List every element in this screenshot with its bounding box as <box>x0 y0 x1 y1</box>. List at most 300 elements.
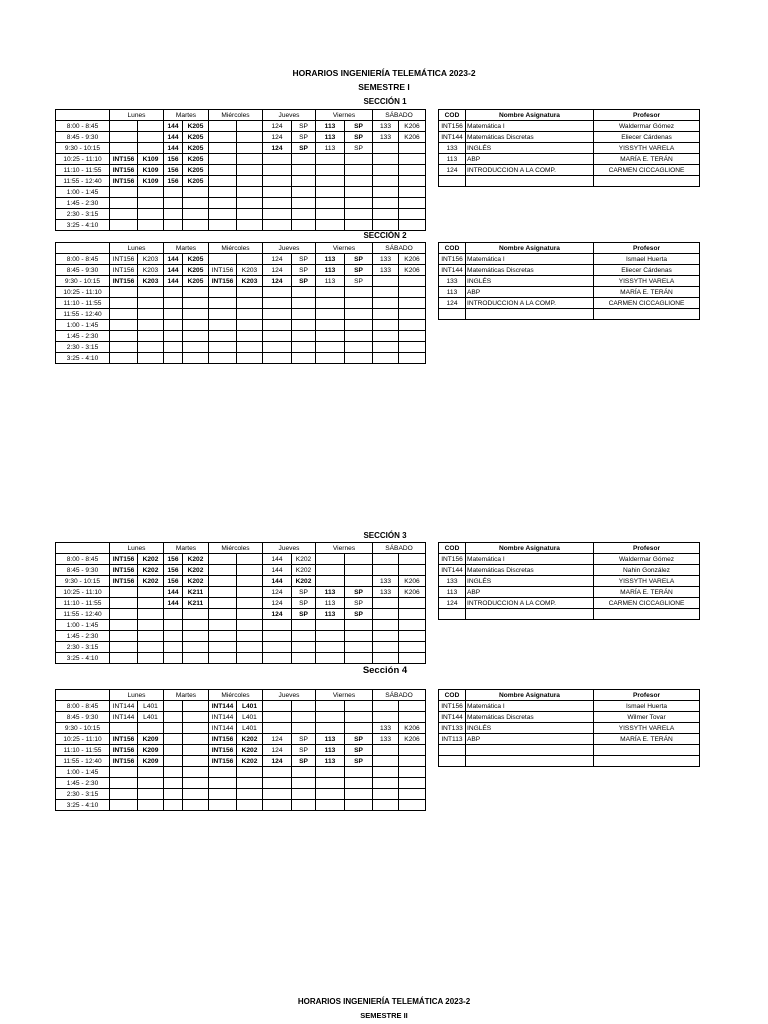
room-cell <box>138 598 164 609</box>
room-cell: SP <box>345 276 373 287</box>
course-code-cell <box>263 198 292 209</box>
course-code-cell <box>263 342 292 353</box>
room-cell <box>138 767 164 778</box>
room-cell <box>399 778 426 789</box>
course-code-cell <box>209 154 237 165</box>
footer-title: HORARIOS INGENIERÍA TELEMÁTICA 2023-2 <box>297 997 471 1006</box>
course-code-cell: 124 <box>263 254 292 265</box>
cod-header: COD <box>439 543 466 554</box>
course-code-cell <box>373 756 399 767</box>
course-table <box>438 109 700 187</box>
time-slot: 1:00 - 1:45 <box>56 320 110 331</box>
room-cell <box>292 331 316 342</box>
time-slot: 9:30 - 10:15 <box>56 576 110 587</box>
time-header <box>56 110 110 121</box>
room-cell <box>183 767 209 778</box>
room-cell <box>292 187 316 198</box>
course-code-cell <box>110 132 138 143</box>
room-cell <box>399 220 426 231</box>
course-code-cell: INT156 <box>110 734 138 745</box>
course-code-cell <box>316 287 345 298</box>
course-name <box>466 176 594 187</box>
room-cell <box>399 745 426 756</box>
schedule-header-row <box>56 110 426 121</box>
course-code-cell <box>373 143 399 154</box>
course-code-cell: 113 <box>316 609 345 620</box>
table-row <box>56 331 426 342</box>
course-code-cell <box>164 756 183 767</box>
course-code-cell <box>263 287 292 298</box>
course-code-cell <box>164 723 183 734</box>
room-cell <box>138 342 164 353</box>
room-cell: K205 <box>183 121 209 132</box>
day-header: SÁBADO <box>373 110 426 121</box>
course-code-cell <box>316 800 345 811</box>
footer-subtitle: SEMESTRE II <box>360 1011 408 1020</box>
room-cell <box>237 309 263 320</box>
day-header: Viernes <box>316 243 373 254</box>
course-name: INGLÉS <box>466 143 594 154</box>
course-code-cell: 113 <box>316 276 345 287</box>
time-slot: 10:25 - 11:10 <box>56 587 110 598</box>
course-professor <box>594 309 700 320</box>
room-cell <box>138 298 164 309</box>
course-professor: MARÍA E. TERÁN <box>594 587 700 598</box>
room-cell: SP <box>345 756 373 767</box>
course-code-cell: 144 <box>164 276 183 287</box>
course-code-cell <box>164 642 183 653</box>
course-code-cell <box>373 342 399 353</box>
course-code-cell: INT156 <box>209 276 237 287</box>
room-cell <box>138 309 164 320</box>
room-cell <box>138 653 164 664</box>
course-code-cell <box>209 653 237 664</box>
course-code-cell: 124 <box>263 143 292 154</box>
course-code-cell <box>373 598 399 609</box>
room-cell <box>399 756 426 767</box>
room-cell <box>237 576 263 587</box>
room-cell <box>183 800 209 811</box>
course-code-cell <box>164 287 183 298</box>
room-cell <box>399 187 426 198</box>
course-code-cell <box>209 287 237 298</box>
time-slot: 1:00 - 1:45 <box>56 187 110 198</box>
room-cell <box>399 598 426 609</box>
course-code-cell: 113 <box>316 254 345 265</box>
course-code-cell <box>164 712 183 723</box>
course-code-cell <box>373 320 399 331</box>
room-cell <box>138 620 164 631</box>
course-code-cell <box>263 187 292 198</box>
time-slot: 11:10 - 11:55 <box>56 745 110 756</box>
course-code-cell <box>373 176 399 187</box>
course-professor: Nahin González <box>594 565 700 576</box>
room-cell <box>237 598 263 609</box>
course-code-cell: 124 <box>263 276 292 287</box>
room-cell <box>292 342 316 353</box>
course-code-cell <box>373 565 399 576</box>
course-code-cell: 133 <box>373 576 399 587</box>
room-cell <box>237 767 263 778</box>
course-code-cell <box>110 320 138 331</box>
day-header: Viernes <box>316 690 373 701</box>
time-slot: 2:30 - 3:15 <box>56 342 110 353</box>
course-name: Matemáticas Discretas <box>466 565 594 576</box>
day-header: Martes <box>164 110 209 121</box>
course-code-cell: 156 <box>164 565 183 576</box>
table-row <box>56 745 426 756</box>
course-row <box>439 298 700 309</box>
table-row <box>56 778 426 789</box>
profesor-header: Profesor <box>594 690 700 701</box>
course-row <box>439 598 700 609</box>
course-name: Matemáticas Discretas <box>466 132 594 143</box>
room-cell: K206 <box>399 576 426 587</box>
course-code-cell: 124 <box>263 265 292 276</box>
room-cell: K203 <box>237 265 263 276</box>
course-code-cell: INT144 <box>110 701 138 712</box>
course-code-cell: 144 <box>164 265 183 276</box>
table-row <box>56 165 426 176</box>
course-code-cell <box>373 800 399 811</box>
time-slot: 8:45 - 9:30 <box>56 265 110 276</box>
course-cod: INT144 <box>439 132 466 143</box>
course-code-cell <box>373 298 399 309</box>
time-slot: 11:55 - 12:40 <box>56 176 110 187</box>
schedule-header-row <box>56 243 426 254</box>
course-code-cell <box>110 187 138 198</box>
course-code-cell: INT156 <box>110 565 138 576</box>
room-cell: SP <box>345 143 373 154</box>
course-code-cell: 133 <box>373 132 399 143</box>
course-code-cell <box>316 220 345 231</box>
room-cell <box>237 353 263 364</box>
course-code-cell <box>110 789 138 800</box>
room-cell <box>138 800 164 811</box>
table-row <box>56 576 426 587</box>
time-slot: 2:30 - 3:15 <box>56 642 110 653</box>
room-cell <box>138 132 164 143</box>
room-cell: K202 <box>292 565 316 576</box>
course-code-cell <box>110 353 138 364</box>
time-slot: 8:45 - 9:30 <box>56 132 110 143</box>
course-code-cell <box>164 309 183 320</box>
room-cell <box>345 778 373 789</box>
room-cell <box>292 800 316 811</box>
course-code-cell <box>316 712 345 723</box>
course-code-cell: 156 <box>164 554 183 565</box>
course-header-row <box>439 543 700 554</box>
room-cell <box>237 789 263 800</box>
course-code-cell: 124 <box>263 745 292 756</box>
course-row <box>439 276 700 287</box>
time-slot: 1:45 - 2:30 <box>56 778 110 789</box>
course-code-cell <box>373 187 399 198</box>
room-cell <box>345 642 373 653</box>
room-cell <box>292 198 316 209</box>
course-code-cell: 113 <box>316 587 345 598</box>
course-code-cell <box>373 220 399 231</box>
room-cell <box>399 620 426 631</box>
course-code-cell <box>263 767 292 778</box>
day-header: SÁBADO <box>373 243 426 254</box>
course-row <box>439 143 700 154</box>
course-code-cell <box>110 143 138 154</box>
course-code-cell <box>110 287 138 298</box>
room-cell: SP <box>345 587 373 598</box>
course-code-cell: 133 <box>373 121 399 132</box>
asignatura-header: Nombre Asignatura <box>466 110 594 121</box>
course-code-cell <box>263 723 292 734</box>
course-professor: YISSYTH VARELA <box>594 276 700 287</box>
course-code-cell <box>110 342 138 353</box>
table-row <box>56 176 426 187</box>
course-code-cell: INT156 <box>209 756 237 767</box>
room-cell <box>292 320 316 331</box>
course-code-cell: 124 <box>263 587 292 598</box>
course-code-cell: 113 <box>316 745 345 756</box>
course-row <box>439 734 700 745</box>
course-header-row <box>439 110 700 121</box>
course-name <box>466 756 594 767</box>
asignatura-header: Nombre Asignatura <box>466 543 594 554</box>
room-cell <box>399 789 426 800</box>
room-cell <box>138 609 164 620</box>
room-cell <box>138 642 164 653</box>
room-cell: K203 <box>138 254 164 265</box>
time-slot: 8:45 - 9:30 <box>56 712 110 723</box>
course-professor: MARÍA E. TERÁN <box>594 154 700 165</box>
room-cell <box>138 723 164 734</box>
room-cell <box>183 745 209 756</box>
room-cell <box>399 320 426 331</box>
course-code-cell <box>373 609 399 620</box>
course-code-cell <box>316 631 345 642</box>
time-slot: 10:25 - 11:10 <box>56 734 110 745</box>
course-code-cell <box>373 620 399 631</box>
room-cell: SP <box>292 143 316 154</box>
room-cell: SP <box>292 587 316 598</box>
course-code-cell <box>209 143 237 154</box>
table-row <box>56 220 426 231</box>
course-code-cell <box>209 187 237 198</box>
course-name <box>466 745 594 756</box>
room-cell: K209 <box>138 756 164 767</box>
course-code-cell: 113 <box>316 734 345 745</box>
course-professor: Ismael Huerta <box>594 254 700 265</box>
course-code-cell <box>263 642 292 653</box>
table-row <box>56 800 426 811</box>
course-code-cell: 156 <box>164 176 183 187</box>
room-cell <box>237 121 263 132</box>
course-code-cell <box>373 209 399 220</box>
day-header: Miércoles <box>209 690 263 701</box>
room-cell <box>138 778 164 789</box>
room-cell: K202 <box>183 554 209 565</box>
section-label: Sección 4 <box>362 665 408 676</box>
room-cell <box>345 154 373 165</box>
course-name: INGLÉS <box>466 276 594 287</box>
course-cod: 113 <box>439 154 466 165</box>
course-professor: MARÍA E. TERÁN <box>594 287 700 298</box>
course-code-cell <box>110 298 138 309</box>
course-code-cell <box>164 198 183 209</box>
day-header: SÁBADO <box>373 690 426 701</box>
time-slot: 8:45 - 9:30 <box>56 565 110 576</box>
course-professor: MARÍA E. TERÁN <box>594 734 700 745</box>
room-cell <box>399 342 426 353</box>
course-code-cell <box>209 198 237 209</box>
room-cell: K203 <box>237 276 263 287</box>
room-cell <box>237 132 263 143</box>
room-cell <box>183 331 209 342</box>
table-row <box>56 734 426 745</box>
course-code-cell <box>316 576 345 587</box>
table-row <box>56 609 426 620</box>
room-cell <box>183 353 209 364</box>
room-cell: K202 <box>138 554 164 565</box>
page-title: HORARIOS INGENIERÍA TELEMÁTICA 2023-2 <box>292 68 476 78</box>
course-row <box>439 265 700 276</box>
course-code-cell <box>209 576 237 587</box>
course-code-cell <box>373 631 399 642</box>
room-cell: SP <box>345 265 373 276</box>
course-row <box>439 309 700 320</box>
time-slot: 3:25 - 4:10 <box>56 653 110 664</box>
course-row <box>439 712 700 723</box>
room-cell <box>345 209 373 220</box>
course-code-cell: INT144 <box>209 712 237 723</box>
course-code-cell <box>316 298 345 309</box>
course-code-cell: INT156 <box>209 265 237 276</box>
course-code-cell: INT156 <box>110 756 138 767</box>
room-cell: K206 <box>399 734 426 745</box>
course-code-cell <box>373 154 399 165</box>
table-row <box>56 642 426 653</box>
course-code-cell <box>263 778 292 789</box>
room-cell <box>237 565 263 576</box>
room-cell <box>399 176 426 187</box>
course-table <box>438 689 700 767</box>
room-cell <box>183 756 209 767</box>
table-row <box>56 309 426 320</box>
course-code-cell <box>209 800 237 811</box>
room-cell <box>183 342 209 353</box>
room-cell: SP <box>345 254 373 265</box>
course-code-cell <box>316 620 345 631</box>
course-name: Matemáticas Discretas <box>466 712 594 723</box>
cod-header: COD <box>439 110 466 121</box>
course-code-cell <box>209 789 237 800</box>
course-row <box>439 154 700 165</box>
course-cod: INT113 <box>439 734 466 745</box>
room-cell <box>183 789 209 800</box>
course-row <box>439 756 700 767</box>
course-code-cell <box>164 653 183 664</box>
room-cell <box>183 309 209 320</box>
course-code-cell: 113 <box>316 132 345 143</box>
course-code-cell <box>316 554 345 565</box>
time-slot: 1:45 - 2:30 <box>56 198 110 209</box>
course-code-cell <box>209 220 237 231</box>
room-cell <box>399 642 426 653</box>
course-code-cell <box>263 620 292 631</box>
room-cell <box>237 165 263 176</box>
schedule-table <box>55 542 426 664</box>
room-cell <box>292 778 316 789</box>
room-cell <box>399 198 426 209</box>
course-professor: Wilmer Tovar <box>594 712 700 723</box>
day-header: SÁBADO <box>373 543 426 554</box>
room-cell <box>399 565 426 576</box>
course-cod <box>439 756 466 767</box>
course-cod: 133 <box>439 143 466 154</box>
room-cell <box>399 298 426 309</box>
room-cell <box>183 723 209 734</box>
schedule-header-row <box>56 543 426 554</box>
course-code-cell <box>373 789 399 800</box>
course-code-cell <box>209 254 237 265</box>
room-cell: SP <box>292 121 316 132</box>
room-cell: K206 <box>399 132 426 143</box>
course-name: Matemática I <box>466 701 594 712</box>
room-cell <box>292 723 316 734</box>
course-code-cell <box>316 723 345 734</box>
course-code-cell: 133 <box>373 587 399 598</box>
course-code-cell: 113 <box>316 598 345 609</box>
table-row <box>56 276 426 287</box>
course-code-cell <box>164 609 183 620</box>
course-code-cell <box>209 353 237 364</box>
day-header: Lunes <box>110 690 164 701</box>
course-code-cell <box>164 701 183 712</box>
room-cell: K209 <box>138 745 164 756</box>
course-code-cell <box>263 320 292 331</box>
course-code-cell <box>110 609 138 620</box>
room-cell <box>399 653 426 664</box>
course-professor: YISSYTH VARELA <box>594 576 700 587</box>
course-table <box>438 542 700 620</box>
table-row <box>56 554 426 565</box>
day-header: Viernes <box>316 110 373 121</box>
room-cell <box>345 576 373 587</box>
room-cell <box>183 220 209 231</box>
course-professor <box>594 745 700 756</box>
room-cell: K202 <box>237 734 263 745</box>
room-cell: K202 <box>138 576 164 587</box>
course-code-cell <box>110 642 138 653</box>
course-code-cell: INT156 <box>110 576 138 587</box>
section-label: SECCIÓN 1 <box>363 97 407 106</box>
room-cell <box>138 320 164 331</box>
time-slot: 2:30 - 3:15 <box>56 209 110 220</box>
course-code-cell: 144 <box>164 121 183 132</box>
room-cell: K206 <box>399 587 426 598</box>
course-code-cell: 144 <box>164 598 183 609</box>
room-cell <box>183 187 209 198</box>
time-slot: 1:00 - 1:45 <box>56 620 110 631</box>
course-code-cell <box>209 298 237 309</box>
room-cell: K205 <box>183 132 209 143</box>
course-header-row <box>439 243 700 254</box>
course-cod <box>439 745 466 756</box>
room-cell <box>237 800 263 811</box>
day-header: Lunes <box>110 543 164 554</box>
course-code-cell <box>209 331 237 342</box>
course-code-cell: INT156 <box>110 254 138 265</box>
room-cell <box>138 121 164 132</box>
room-cell <box>183 298 209 309</box>
